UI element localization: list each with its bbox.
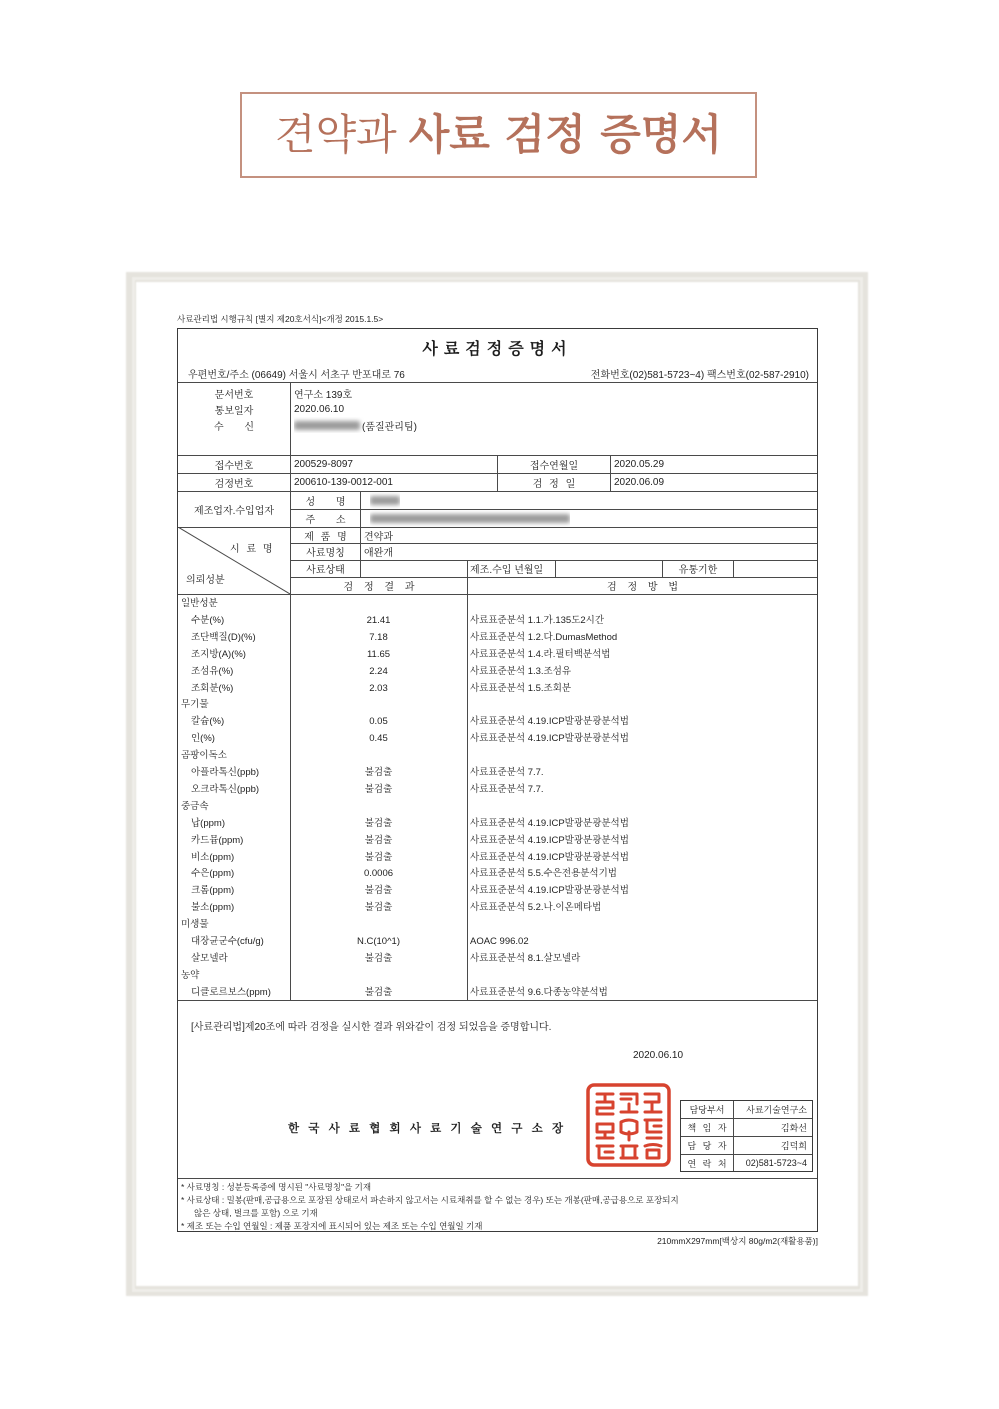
issuer-name: 한 국 사 료 협 회 사 료 기 술 연 구 소 장 <box>288 1123 567 1135</box>
result-item-name: 디클로르보스(ppm) <box>191 986 271 998</box>
notice-date-label: 통보일자 <box>214 405 254 417</box>
result-row <box>178 832 817 849</box>
result-value: 11.65 <box>366 648 391 660</box>
issue-date: 2020.06.10 <box>633 1049 684 1061</box>
result-row <box>178 730 817 747</box>
maker-label: 제조업자.수입업자 <box>193 505 275 517</box>
column-line <box>360 491 361 577</box>
result-row <box>178 680 817 697</box>
result-item-name: 조단백질(D)(%) <box>191 631 256 643</box>
result-category-row <box>178 798 817 815</box>
note-line: * 제조 또는 수입 연월일 : 제품 포장지에 표시되어 있는 제조 또는 수입 연월일 기재 <box>181 1221 483 1231</box>
maker-address-label: 주 소 <box>305 514 346 526</box>
receipt-number-label: 접수번호 <box>214 460 254 472</box>
result-method: 사료표준분석 4.19.ICP발광분광분석법 <box>470 834 629 846</box>
doc-number: 연구소 139호 <box>294 389 353 401</box>
results-body <box>178 595 817 1000</box>
result-value: 불검출 <box>364 851 393 863</box>
result-row <box>178 950 817 967</box>
column-line <box>610 455 611 491</box>
result-item-name: 수분(%) <box>191 614 225 626</box>
contact-dept: 사료기술연구소 <box>746 1105 807 1115</box>
result-item-name: 아플라톡신(ppb) <box>191 767 260 778</box>
result-row <box>178 849 817 866</box>
result-method: 사료표준분석 1.5.조회분 <box>470 682 572 694</box>
result-value: N.C(10^1) <box>357 936 400 947</box>
result-method: 사료표준분석 7.7. <box>470 767 544 778</box>
maker-address <box>370 509 570 527</box>
results-header-method: 검 정 방 법 <box>607 582 678 593</box>
notice-date: 2020.06.10 <box>294 403 345 415</box>
page-title-main: 사료 검정 증명서 <box>408 110 722 159</box>
result-method: 사료표준분석 5.5.수은전용분석기법 <box>470 868 617 880</box>
result-category-row <box>178 595 817 612</box>
column-line <box>733 560 734 577</box>
result-method: 사료표준분석 5.2.나.이온메타법 <box>470 902 602 914</box>
contact-manager-label: 책 임 자 <box>687 1123 727 1133</box>
result-method: 사료표준분석 1.3.조섬유 <box>470 665 572 677</box>
rule-line <box>290 560 817 561</box>
rule-line <box>178 1178 817 1179</box>
feed-name: 애완개 <box>364 548 393 559</box>
redacted-recipient <box>294 421 360 430</box>
result-item-name: 조지방(A)(%) <box>191 648 246 660</box>
result-category: 일반성분 <box>181 598 218 609</box>
result-method: 사료표준분석 7.7. <box>470 783 544 795</box>
result-value: 0.45 <box>369 733 388 745</box>
result-value: 불검출 <box>364 817 393 829</box>
receipt-number: 200529-8097 <box>294 458 353 470</box>
column-line <box>555 560 556 577</box>
document-title: 사료검정증명서 <box>422 340 573 358</box>
result-value: 불검출 <box>364 783 393 795</box>
result-value: 불검출 <box>364 767 393 778</box>
result-row <box>178 882 817 899</box>
address-phone-fax: 전화번호(02)581-5723~4) 팩스번호(02-587-2910) <box>590 370 809 381</box>
result-method: 사료표준분석 4.19.ICP발광분광분석법 <box>470 885 629 897</box>
result-row <box>178 663 817 680</box>
result-category-row <box>178 967 817 984</box>
result-method: 사료표준분석 1.1.가.135도2시간 <box>470 614 605 626</box>
result-item-name: 납(ppm) <box>191 817 225 829</box>
result-row <box>178 899 817 916</box>
result-item-name: 크롬(ppm) <box>191 885 235 897</box>
sample-name-header: 시 료 명 <box>230 543 273 554</box>
result-method: 사료표준분석 1.2.다.DumasMethod <box>470 631 618 643</box>
form-reference: 사료관리법 시행규칙 [별지 제20호서식]<개정 2015.1.5> <box>177 314 384 324</box>
result-value: 불검출 <box>364 902 393 914</box>
column-line <box>733 1101 734 1171</box>
note-line: 않은 상태, 벌크를 포함) 으로 기재 <box>194 1208 318 1218</box>
result-value: 불검출 <box>364 986 393 998</box>
result-item-name: 조섬유(%) <box>191 665 234 677</box>
result-row <box>178 629 817 646</box>
test-date-label: 검 정 일 <box>532 478 576 490</box>
results-header-result: 검 정 결 과 <box>343 582 415 593</box>
result-item-name: 조회분(%) <box>191 682 234 694</box>
result-category: 무기물 <box>181 699 209 711</box>
recipient-label: 수 신 <box>213 421 255 433</box>
result-item-name: 인(%) <box>191 733 215 745</box>
result-category-row <box>178 916 817 933</box>
receipt-date: 2020.05.29 <box>614 458 665 470</box>
page-title-box <box>240 92 757 178</box>
product-name: 견약과 <box>364 531 393 543</box>
certification-statement: [사료관리법]제20조에 따라 검정을 실시한 결과 위와같이 검정 되었음을 증명합니다. <box>191 1021 552 1033</box>
product-name-label: 제 품 명 <box>304 531 347 543</box>
result-row <box>178 764 817 781</box>
redacted-address <box>370 514 570 523</box>
official-seal-stamp <box>585 1082 672 1168</box>
result-row <box>178 815 817 832</box>
note-line: * 사료명칭 : 성분등록증에 명시된 "사료명칭"을 기재 <box>181 1182 372 1192</box>
result-item-name: 살모넬라 <box>191 952 228 964</box>
paper-spec: 210mmX297mm[백상지 80g/m2(재활용품)] <box>657 1236 818 1246</box>
result-value: 21.41 <box>366 614 391 626</box>
redacted-name <box>370 496 400 505</box>
result-row <box>178 984 817 1001</box>
recipient-department: (품질관리팀) <box>362 421 417 433</box>
contact-table <box>680 1100 813 1172</box>
result-item-name: 불소(ppm) <box>191 902 235 914</box>
result-method: 사료표준분석 9.6.다종농약분석법 <box>470 986 608 998</box>
test-number: 200610-139-0012-001 <box>294 476 393 488</box>
result-row <box>178 713 817 730</box>
contact-phone: 02)581-5723~4 <box>745 1158 807 1168</box>
result-method: AOAC 996.02 <box>470 936 529 947</box>
contact-staff: 김덕희 <box>780 1141 807 1151</box>
result-row <box>178 781 817 798</box>
receipt-date-label: 접수연월일 <box>529 460 579 472</box>
maker-name-label: 성 명 <box>305 496 346 508</box>
result-value: 7.18 <box>369 631 388 643</box>
result-row <box>178 865 817 882</box>
manufacture-date-label: 제조.수입 년월일 <box>470 565 544 576</box>
result-item-name: 수은(ppm) <box>191 868 235 880</box>
test-number-label: 검정번호 <box>214 478 254 490</box>
result-category: 농약 <box>181 969 200 981</box>
result-value: 불검출 <box>364 952 393 964</box>
result-value: 0.05 <box>369 716 388 728</box>
doc-number-label: 문서번호 <box>214 389 254 401</box>
result-method: 사료표준분석 8.1.살모넬라 <box>470 952 581 964</box>
result-value: 2.24 <box>369 665 388 677</box>
address-postal: 우편번호/주소 (06649) 서울시 서초구 반포대로 76 <box>188 370 405 381</box>
feed-state-label: 사료상태 <box>306 565 345 576</box>
result-category: 미생물 <box>181 919 209 931</box>
result-item-name: 오크라톡신(ppb) <box>191 783 260 795</box>
certificate-table <box>177 328 818 1232</box>
result-value: 0.0006 <box>363 868 394 880</box>
expiry-label: 유통기한 <box>678 565 718 576</box>
result-category: 곰팡이독소 <box>181 750 227 762</box>
result-method: 사료표준분석 4.19.ICP발광분광분석법 <box>470 733 629 745</box>
result-value: 불검출 <box>364 834 393 846</box>
result-item-name: 칼슘(%) <box>191 716 225 728</box>
result-row <box>178 612 817 629</box>
result-category-row <box>178 747 817 764</box>
contact-dept-label: 담당부서 <box>689 1105 725 1115</box>
result-item-name: 카드뮴(ppm) <box>191 834 244 846</box>
page-title-product: 견약과 <box>275 110 397 159</box>
feed-name-label: 사료명칭 <box>306 548 345 559</box>
requested-component-header: 의뢰성분 <box>186 574 225 585</box>
result-item-name: 대장균군수(cfu/g) <box>191 936 264 947</box>
test-date: 2020.06.09 <box>614 476 665 488</box>
maker-name <box>370 491 400 509</box>
result-item-name: 비소(ppm) <box>191 851 235 863</box>
contact-staff-label: 담 당 자 <box>687 1141 727 1151</box>
result-category: 중금속 <box>181 800 209 812</box>
contact-manager: 김화선 <box>780 1123 807 1133</box>
contact-phone-label: 연 락 처 <box>687 1158 727 1169</box>
recipient <box>294 417 417 433</box>
result-method: 사료표준분석 4.19.ICP발광분광분석법 <box>470 716 629 728</box>
result-method: 사료표준분석 4.19.ICP발광분광분석법 <box>470 817 629 829</box>
result-value: 2.03 <box>369 682 388 694</box>
result-category-row <box>178 696 817 713</box>
result-value: 불검출 <box>364 885 393 897</box>
result-row <box>178 933 817 950</box>
result-row <box>178 646 817 663</box>
result-method: 사료표준분석 4.19.ICP발광분광분석법 <box>470 851 629 863</box>
result-method: 사료표준분석 1.4.라.필터백분석법 <box>470 648 611 660</box>
rule-line <box>178 382 817 383</box>
note-line: * 사료상태 : 밀봉(판매,공급용으로 포장된 상태로서 파손하지 않고서는 시료채취를 할 수 없는 경우) 또는 개봉(판매,공급용으로 포장되지 <box>181 1195 679 1205</box>
